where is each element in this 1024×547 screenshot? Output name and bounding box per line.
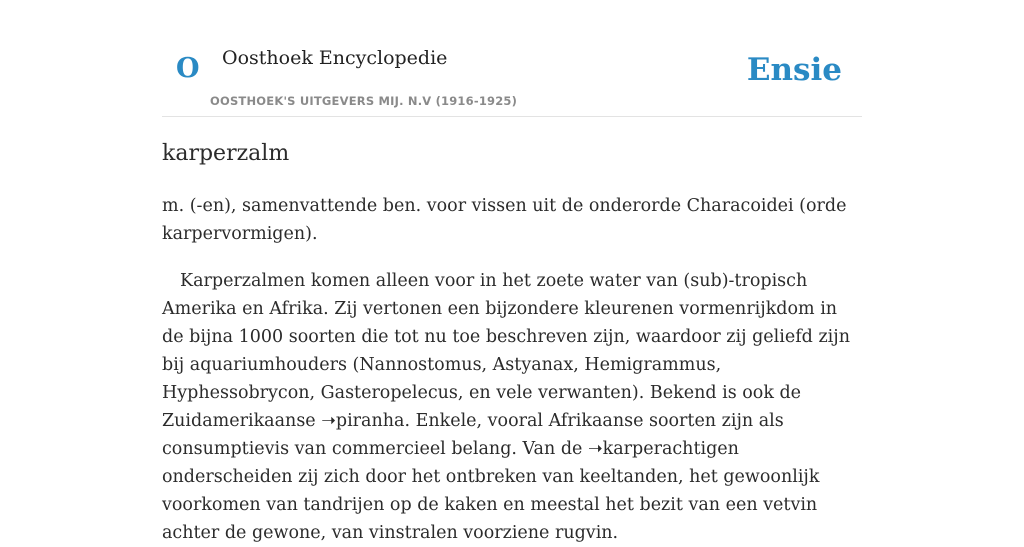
entry-body: Karperzalmen komen alleen voor in het zoete water van (sub)-tropisch Amerika en Afrika. Zij vertonen een bijzondere kleurenen vormenrijkdom in de bijna 1000 soorten die tot nu toe beschreven zijn, waardoor zij geliefd zijn bij aquariumhouders (Nannostomus, Astyanax, Hemigrammus, Hyphessobrycon, Gasteropelecus, en vele verwanten). Bekend is ook de Zuidamerikaanse ➝piranha. Enkele, vooral Afrikaanse soorten zijn als consumptievis van commercieel belang. Van de ➝karperachtigen onderscheiden zij zich door het ontbreken van keeltanden, het gewoonlijk voorkomen van tandrijen op de kaken en meestal het bezit van een vetvin achter de gewone, van vinstralen voorziene rugvin.: [162, 271, 850, 543]
ensie-logo[interactable]: Ensie: [746, 52, 842, 88]
entry-title: karperzalm: [162, 141, 290, 166]
page: [162, 0, 862, 543]
header: [162, 0, 862, 117]
book-title-link[interactable]: Oosthoek Encyclopedie: [222, 47, 448, 69]
book-logo[interactable]: O: [176, 53, 200, 84]
publisher-label: OOSTHOEK'S UITGEVERS MIJ. N.V (1916-1925): [210, 94, 518, 108]
entry-definition: m. (-en), samenvattende ben. voor vissen uit de onderorde Characoidei (orde karpervormigen).: [162, 196, 847, 244]
